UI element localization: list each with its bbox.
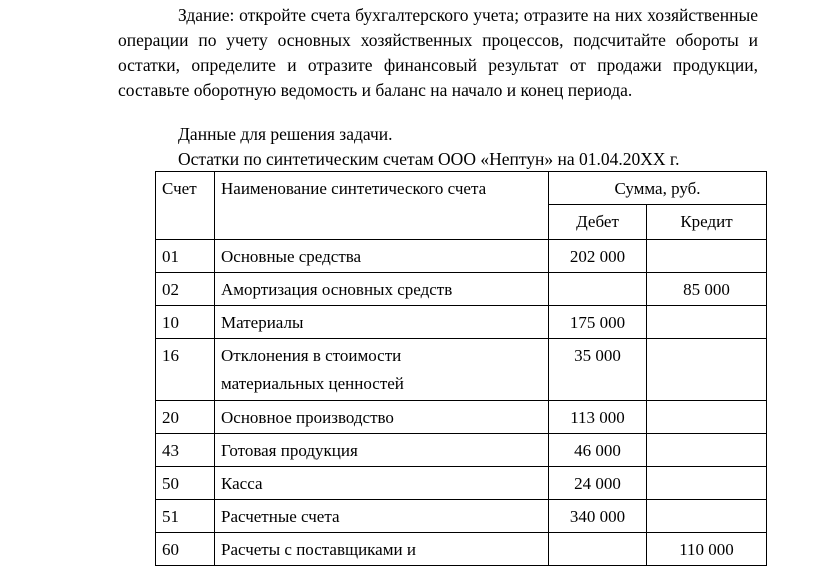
table-row	[156, 434, 767, 467]
cell-debit	[549, 533, 647, 566]
cell-debit: 46 000	[549, 434, 647, 467]
cell-debit: 24 000	[549, 467, 647, 500]
table-caption: Остатки по синтетическим счетам ООО «Нептун» на 01.04.20ХХ г.	[178, 149, 680, 169]
account-name-line: Касса	[221, 474, 263, 493]
table-row	[156, 500, 767, 533]
cell-debit: 340 000	[549, 500, 647, 533]
cell-debit: 175 000	[549, 306, 647, 339]
header-account-name: Наименование синтетического счета	[215, 172, 549, 240]
cell-credit	[647, 240, 767, 273]
cell-debit: 202 000	[549, 240, 647, 273]
cell-debit: 113 000	[549, 401, 647, 434]
cell-account: 50	[156, 467, 215, 500]
balances-table	[155, 171, 767, 566]
account-name-line: Основное производство	[221, 408, 394, 427]
account-name-line: Расчеты с поставщиками и	[221, 540, 416, 559]
cell-account: 01	[156, 240, 215, 273]
cell-account: 10	[156, 306, 215, 339]
cell-account-name	[215, 273, 549, 306]
cell-account: 20	[156, 401, 215, 434]
cell-account-name	[215, 306, 549, 339]
cell-debit: 35 000	[549, 339, 647, 401]
header-credit: Кредит	[647, 205, 767, 240]
account-name-line: материальных ценностей	[221, 374, 404, 393]
table-row	[156, 240, 767, 273]
cell-account-name	[215, 339, 549, 401]
task-paragraph: Здание: откройте счета бухгалтерского учета; отразите на них хозяйственные операции по учету основных хозяйственных процессов, подсчитайте обороты и остатки, определите и отразите финансовый результат от продажи продукции, составьте оборотную ведомость и баланс на начало и конец периода.	[118, 5, 758, 100]
header-account: Счет	[156, 172, 215, 240]
cell-credit: 110 000	[647, 533, 767, 566]
cell-account: 02	[156, 273, 215, 306]
table-row	[156, 339, 767, 401]
cell-account-name	[215, 240, 549, 273]
cell-credit	[647, 467, 767, 500]
account-name-line: Готовая продукция	[221, 441, 358, 460]
account-name-line: Отклонения в стоимости	[221, 346, 402, 365]
account-name-line: Материалы	[221, 313, 304, 332]
header-debit: Дебет	[549, 205, 647, 240]
account-name-line: Амортизация основных средств	[221, 280, 453, 299]
cell-credit: 85 000	[647, 273, 767, 306]
table-row	[156, 467, 767, 500]
account-name-line: Основные средства	[221, 247, 362, 266]
cell-credit	[647, 306, 767, 339]
cell-credit	[647, 339, 767, 401]
cell-credit	[647, 401, 767, 434]
cell-debit	[549, 273, 647, 306]
cell-account: 16	[156, 339, 215, 401]
table-row	[156, 533, 767, 566]
cell-account-name	[215, 401, 549, 434]
cell-account-name	[215, 533, 549, 566]
table-row	[156, 306, 767, 339]
table-header-row	[156, 172, 767, 205]
table-row	[156, 401, 767, 434]
cell-credit	[647, 434, 767, 467]
cell-account: 43	[156, 434, 215, 467]
cell-account-name	[215, 500, 549, 533]
data-heading: Данные для решения задачи.	[178, 124, 393, 144]
cell-credit	[647, 500, 767, 533]
cell-account: 51	[156, 500, 215, 533]
table-row	[156, 273, 767, 306]
account-name-line: Расчетные счета	[221, 507, 340, 526]
header-amount: Сумма, руб.	[549, 172, 767, 205]
cell-account: 60	[156, 533, 215, 566]
cell-account-name	[215, 434, 549, 467]
cell-account-name	[215, 467, 549, 500]
